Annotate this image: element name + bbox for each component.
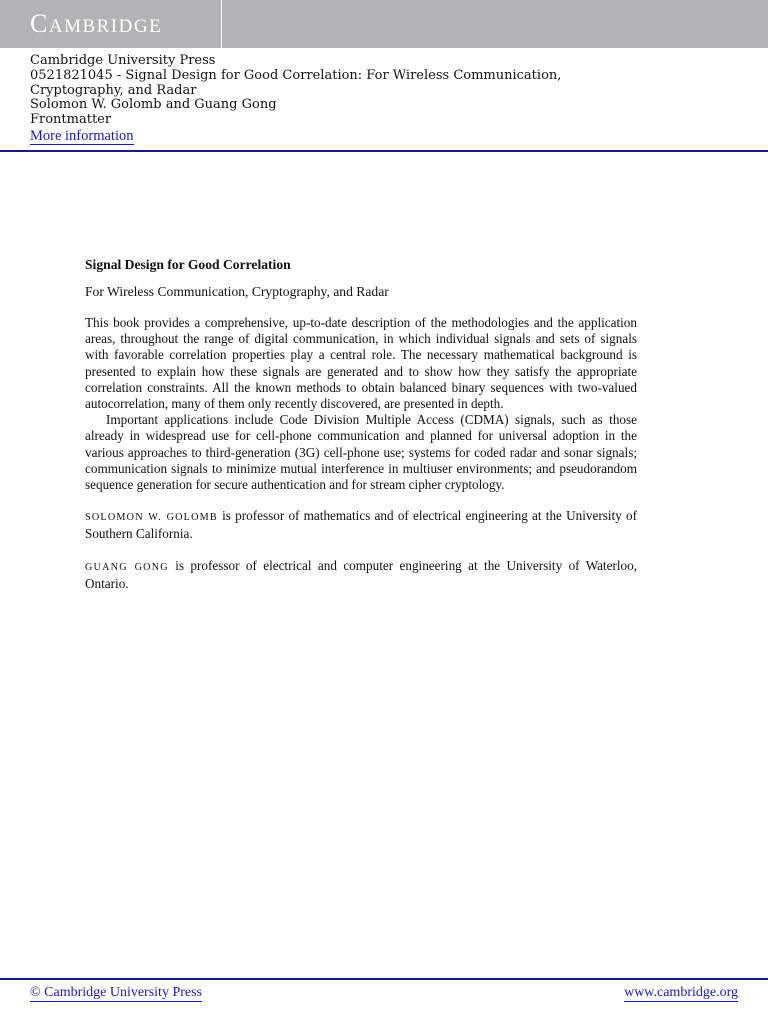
book-title: Signal Design for Good Correlation xyxy=(85,257,291,272)
logo-rest: AMBRIDGE xyxy=(48,16,163,37)
top-banner xyxy=(0,0,768,48)
isbn-title-line-1: 0521821045 - Signal Design for Good Correlation: For Wireless Communication, xyxy=(30,67,562,83)
cambridge-logo xyxy=(30,10,162,41)
publisher-name: Cambridge University Press xyxy=(30,53,216,68)
author-bio-gong xyxy=(85,558,637,592)
header-info xyxy=(30,54,561,145)
authors-line: Solomon W. Golomb and Guang Gong xyxy=(30,97,277,113)
author-name-gong: GUANG GONG xyxy=(85,561,169,573)
isbn-title-line-2: Cryptography, and Radar xyxy=(30,82,197,98)
description-paragraph-1: This book provides a comprehensive, up-to-date description of the methodologies and the application areas, throughout the range of digital communication, in which individual signals and sets of signals with favorable correlation properties play a central role. The necessary mathematical background is presented to explain how these signals are generated and to show how they satisfy the appropriate correlation constraints. All the known methods to obtain balanced binary sequences with two-valued autocorrelation, many of them only recently discovered, are presented in depth. xyxy=(85,315,637,412)
author-name-golomb: SOLOMON W. GOLOMB xyxy=(85,512,218,524)
description-paragraph-2: Important applications include Code Division Multiple Access (CDMA) signals, such as those already in widespread use for cell-phone communication and planned for universal adoption in the various approaches to third-generation (3G) cell-phone use; systems for coded radar and sonar signals; communication signals to minimize mutual interference in multiuser environments; and pseudorandom sequence generation for secure authentication and for stream cipher cryptology. xyxy=(85,412,637,493)
more-information-link[interactable]: More information xyxy=(30,127,134,144)
main-content xyxy=(85,256,637,592)
section-label: Frontmatter xyxy=(30,112,112,128)
author-bio-golomb xyxy=(85,508,637,542)
logo-initial: C xyxy=(30,9,49,38)
website-link[interactable]: www.cambridge.org xyxy=(624,985,738,1000)
author-bio-text-golomb: is professor of mathematics and of electrical engineering at the University of Southern California. xyxy=(85,508,638,542)
header-divider xyxy=(0,150,768,152)
book-subtitle: For Wireless Communication, Cryptography, and Radar xyxy=(85,284,389,299)
author-bio-text-gong: is professor of electrical and computer engineering at the University of Waterloo, Ontario. xyxy=(85,557,637,591)
footer-divider xyxy=(0,978,768,980)
brand-cell xyxy=(0,0,222,48)
copyright-link[interactable]: © Cambridge University Press xyxy=(30,985,203,1000)
